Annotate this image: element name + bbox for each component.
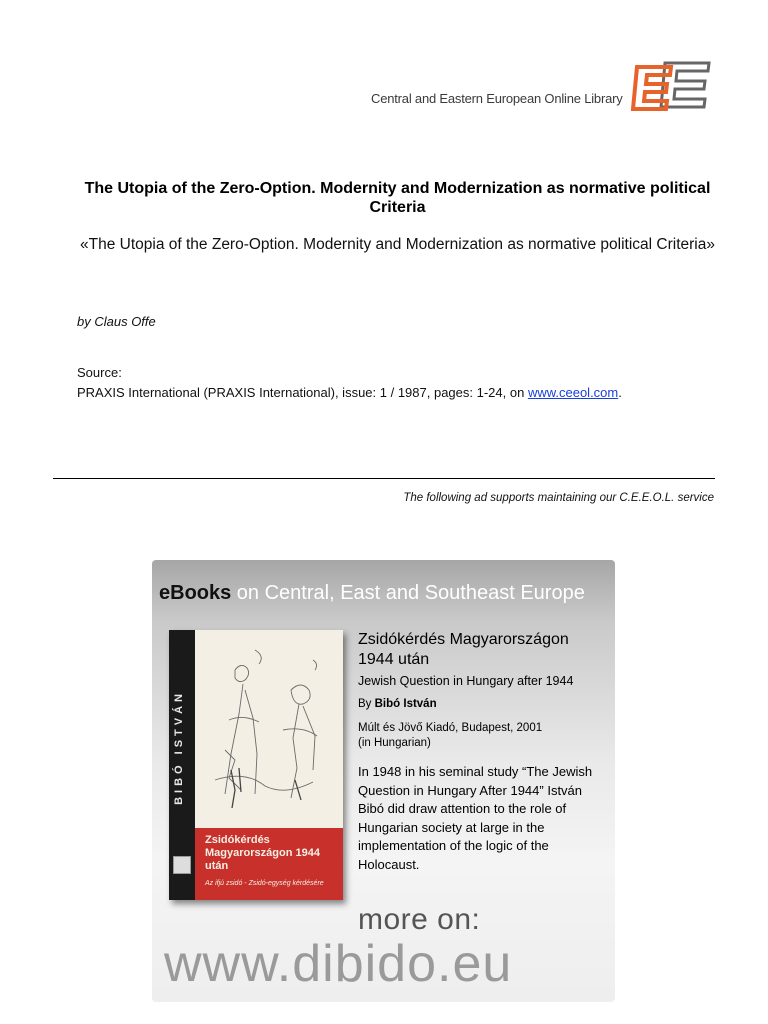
divider	[53, 478, 715, 479]
source-line	[77, 385, 622, 400]
book-author-name: Bibó István	[374, 698, 437, 710]
book-publisher-line: Múlt és Jövő Kiadó, Budapest, 2001	[358, 722, 543, 734]
ad-header-rest: on Central, East and Southeast Europe	[231, 582, 585, 604]
book-title: Zsidókérdés Magyarországon 1944 után	[358, 631, 569, 668]
dibido-url[interactable]: www.dibido.eu	[164, 935, 513, 993]
book-language: (in Hungarian)	[358, 737, 431, 749]
book-english-title: Jewish Question in Hungary after 1944	[358, 674, 574, 688]
cover-subtitle: Az ifjú zsidó - Zsidó-egység kérdésére	[205, 880, 324, 887]
dibido-advertisement[interactable]	[152, 560, 615, 1002]
book-author	[358, 698, 437, 710]
book-cover[interactable]	[169, 630, 343, 900]
document-subtitle: «The Utopia of the Zero-Option. Modernity and Modernization as normative political Criteria»	[80, 236, 715, 253]
ad-header-ebooks: eBooks	[159, 582, 232, 604]
book-description: In 1948 in his seminal study “The Jewish Question in Hungary After 1944” István Bibó did draw attention to the role of Hungarian society at large in the implementation of the logic of the Holocaust.	[358, 764, 593, 872]
more-on-label: more on:	[358, 903, 481, 936]
ceeol-link[interactable]: www.ceeol.com	[527, 385, 619, 400]
ceeol-logo[interactable]	[631, 59, 711, 111]
book-author-prefix: By	[358, 698, 375, 710]
ad-header	[159, 582, 585, 605]
cover-title: Zsidókérdés Magyarországon 1944 után	[205, 834, 320, 872]
author-line: by Claus Offe	[77, 314, 156, 329]
book-publisher	[358, 721, 542, 751]
ad-note: The following ad supports maintaining our C.E.E.O.L. service	[403, 492, 714, 504]
cover-spine-text: BIBÓ ISTVÁN	[173, 690, 185, 805]
source-label: Source:	[77, 365, 122, 380]
document-title: The Utopia of the Zero-Option. Modernity and Modernization as normative political Criteria	[84, 180, 711, 216]
source-end: .	[618, 385, 622, 400]
publisher-emblem-icon	[173, 856, 191, 874]
source-text: PRAXIS International (PRAXIS International), issue: 1 / 1987, pages: 1-24, on	[77, 385, 528, 400]
cover-sketch-illustration	[195, 630, 343, 828]
cover-title-panel	[195, 828, 343, 900]
library-name: Central and Eastern European Online Library	[371, 91, 623, 106]
